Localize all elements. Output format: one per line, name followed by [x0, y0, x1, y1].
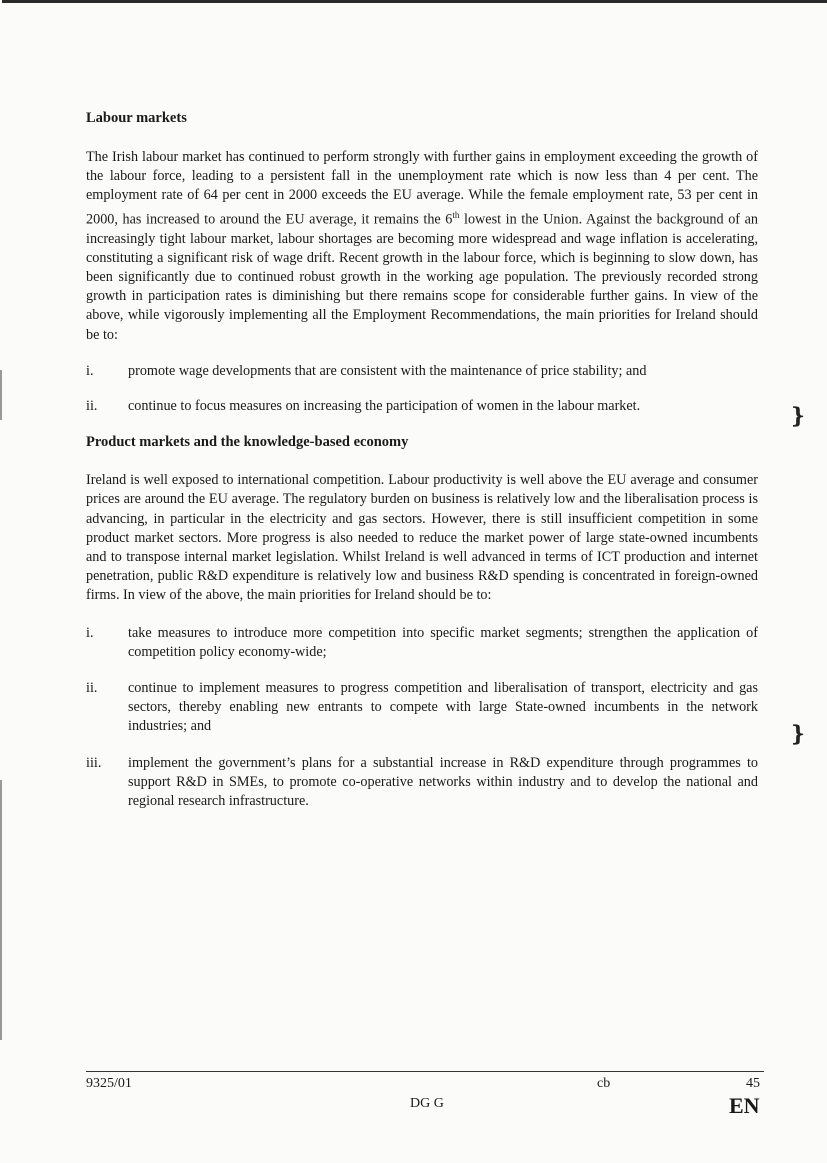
list-item-number: ii. [86, 397, 98, 414]
footer-document-reference: 9325/01 [86, 1076, 132, 1091]
footer-divider [86, 1071, 764, 1072]
list-item-text: continue to implement measures to progress competition and liberalisation of transport, electricity and gas sectors, thereby enabling new entrants to compete with large State-owned incumbents in the network industries; and [128, 680, 758, 735]
punch-hole-mark-icon: ❵ [788, 404, 807, 429]
scan-edge-marks [0, 0, 2, 1163]
top-border-line [0, 0, 827, 3]
list-item-number: ii. [86, 680, 98, 696]
footer-language-code: EN [729, 1093, 760, 1118]
list-item-text: implement the government’s plans for a substantial increase in R&D expenditure through programmes to support R&D in SMEs, to promote co-operative networks within industry and to develop the national and regional research infrastructure. [128, 754, 758, 810]
paragraph-text: lowest in the Union. Against the background of an increasingly tight labour market, labour shortages are becoming more widespread and wage inflation is accelerating, constituting a significant risk of wage drift. Recent growth in the labour force, which is beginning to slow down, has been significantly due to continued robust growth in the working age population. The previously recorded strong growth in participation rates is diminishing but there remains scope for considerable further gains. In view of the above, while vigorously implementing all the Employment Recommendations, the main priorities for Ireland should be to: [86, 211, 758, 343]
list-item [86, 624, 758, 662]
list-item [86, 397, 758, 416]
product-markets-paragraph: Ireland is well exposed to international competition. Labour productivity is well above the EU average and consumer prices are around the EU average. The regulatory burden on business is relatively low and the liberalisation process is advancing, in particular in the electricity and gas sectors. However, there is still insufficient competition in some product market sectors. More progress is also needed to reduce the market power of large state-owned incumbents and to transpose internal market legislation. Whilst Ireland is well advanced in terms of ICT production and internet penetration, public R&D expenditure is relatively low and business R&D spending is concentrated in foreign-owned firms. In view of the above, the main priorities for Ireland should be to: [86, 472, 758, 604]
list-item-number: i. [86, 624, 94, 641]
paragraph-text: The Irish labour market has continued to perform strongly with further gains in employment exceeding the growth of the labour force, leading to a persistent fall in the unemployment rate which is now less than 4 per cent. The employment rate of 64 per cent in 2000 exceeds the EU average. While the female employment rate, 53 per cent in 2000, has increased to around the EU average, it remains the 6 [86, 149, 758, 228]
list-item-text: take measures to introduce more competition into specific market segments; strengthen the application of competition policy economy-wide; [128, 624, 758, 660]
list-item [86, 754, 758, 812]
section-heading-product-markets: Product markets and the knowledge-based economy [86, 434, 409, 451]
labour-priorities-list [86, 362, 758, 416]
labour-markets-paragraph [86, 148, 758, 345]
list-item-text: continue to focus measures on increasing the participation of women in the labour market. [128, 397, 641, 414]
list-item [86, 679, 758, 737]
list-item [86, 362, 758, 381]
section-heading-labour-markets: Labour markets [86, 110, 187, 126]
document-body [86, 108, 758, 828]
ordinal-superscript: th [452, 209, 460, 220]
footer-directorate: DG G [410, 1096, 444, 1111]
punch-hole-mark-icon: ❵ [788, 722, 807, 747]
list-item-text: promote wage developments that are consistent with the maintenance of price stability; and [128, 362, 647, 379]
list-item-number: i. [86, 362, 94, 379]
list-item-number: iii. [86, 754, 102, 771]
footer-page-number: 45 [746, 1076, 760, 1091]
footer-initials: cb [597, 1076, 611, 1091]
product-priorities-list [86, 624, 758, 812]
